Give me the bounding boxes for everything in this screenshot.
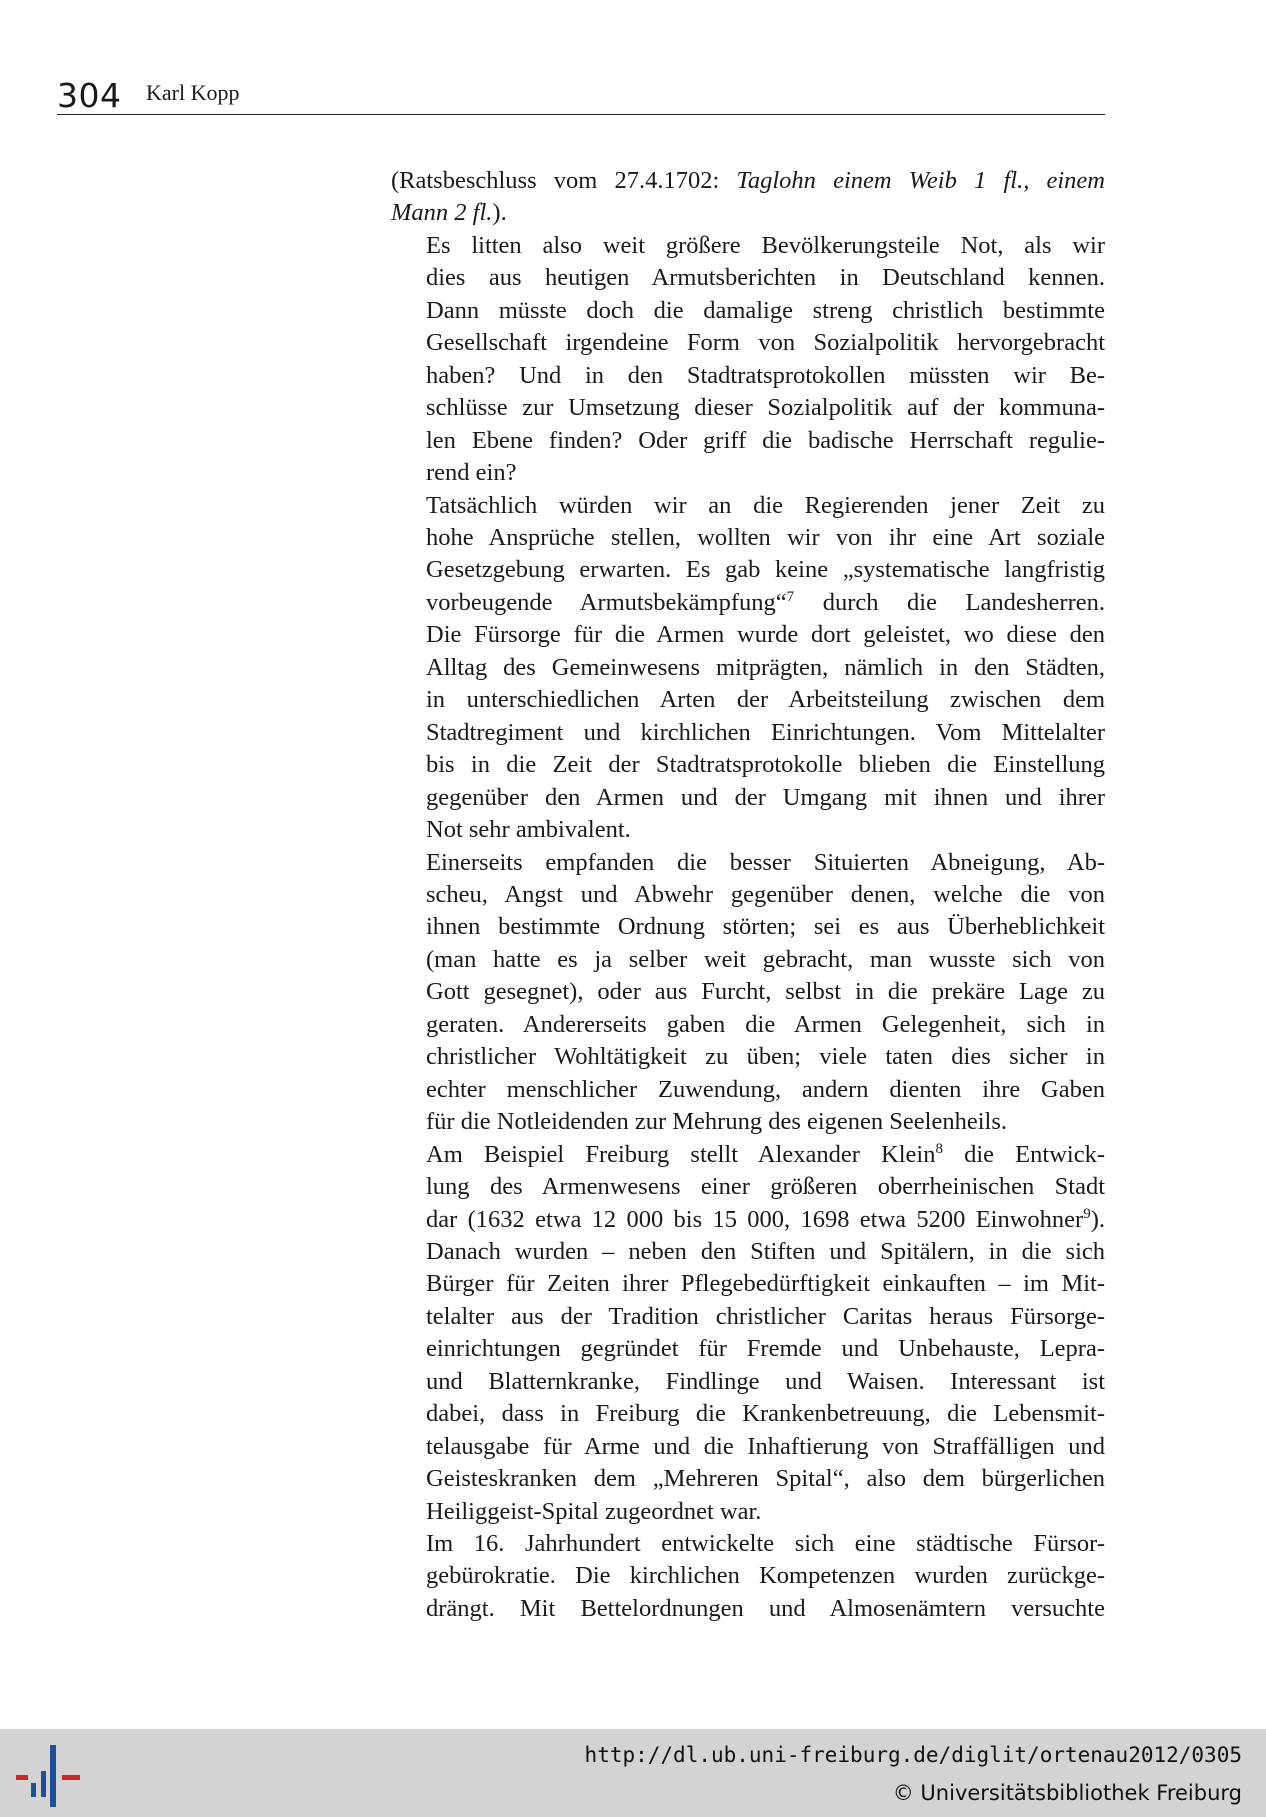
text-line: lung des Armenwesens einer größeren oberrheinischen Stadt	[426, 1173, 1105, 1201]
text-line: Bürger für Zeiten ihrer Pflegebedürftigkeit einkauften – im Mit-	[426, 1270, 1105, 1298]
text-line: dies aus heutigen Armutsberichten in Deutschland kennen.	[426, 264, 1105, 292]
text-line: und Blatternkranke, Findlinge und Waisen. Interessant ist	[426, 1367, 1105, 1395]
paragraph-2	[391, 230, 1105, 490]
footnote-marker: 9	[1083, 1205, 1091, 1222]
text-line: Es litten also weit größere Bevölkerungsteile Not, als wir	[426, 231, 1105, 259]
text-line: telalter aus der Tradition christlicher Caritas heraus Fürsorge-	[426, 1302, 1105, 1330]
text-line: Die Fürsorge für die Armen wurde dort geleistet, wo diese den	[426, 621, 1105, 649]
text-line: Not sehr ambivalent.	[426, 816, 631, 844]
text-line: gegenüber den Armen und der Umgang mit ihnen und ihrer	[426, 783, 1105, 811]
text-line: dabei, dass in Freiburg die Krankenbetreuung, die Lebensmit-	[426, 1400, 1105, 1428]
text-line: Dann müsste doch die damalige streng christlich bestimmte	[426, 296, 1105, 324]
paragraph-3	[391, 490, 1105, 847]
text-line: bis in die Zeit der Stadtratsprotokolle blieben die Einstellung	[426, 751, 1105, 779]
page-header	[57, 78, 1105, 115]
paragraph-5	[391, 1139, 1105, 1528]
footnote-marker: 7	[786, 588, 795, 605]
text-line: einrichtungen gegründet für Fremde und Unbehauste, Lepra-	[426, 1335, 1105, 1363]
paragraph-1	[391, 165, 1105, 230]
text-line: hohe Ansprüche stellen, wollten wir von ihr eine Art soziale	[426, 523, 1105, 551]
text-line: in unterschiedlichen Arten der Arbeitsteilung zwischen dem	[426, 686, 1105, 714]
text-line: drängt. Mit Bettelordnungen und Almosenämtern versuchte	[426, 1594, 1105, 1622]
text-line: schlüsse zur Umsetzung dieser Sozialpolitik auf der kommuna-	[426, 394, 1105, 422]
text-line: echter menschlicher Zuwendung, andern dienten ihre Gaben	[426, 1075, 1105, 1103]
text-line: ihnen bestimmte Ordnung störten; sei es aus Überheblichkeit	[426, 913, 1105, 941]
text-line: gebürokratie. Die kirchlichen Kompetenzen wurden zurückge-	[426, 1562, 1105, 1590]
text-line: Alltag des Gemeinwesens mitprägten, nämlich in den Städten,	[426, 653, 1105, 681]
text-line: len Ebene finden? Oder griff die badische Herrschaft regulie-	[426, 426, 1105, 454]
text-line: Im 16. Jahrhundert entwickelte sich eine städtische Fürsor-	[426, 1530, 1105, 1558]
text-line: vorbeugende Armutsbekämpfung“$^7$ durch die Landesherren.	[426, 588, 1105, 616]
text-line: Geisteskranken dem „Mehreren Spital“, also dem bürgerlichen	[426, 1465, 1105, 1493]
text-line: telausgabe für Arme und die Inhaftierung von Straffälligen und	[426, 1432, 1105, 1460]
text-line: Mann 2 fl.).	[391, 199, 507, 227]
running-head: Karl Kopp	[146, 80, 240, 105]
text-line: Am Beispiel Freiburg stellt Alexander Klein$^8$ die Entwick-	[426, 1140, 1105, 1168]
footnote-marker: 8	[935, 1140, 943, 1157]
text-line: Gesetzgebung erwarten. Es gab keine „systematische langfristig	[426, 556, 1105, 584]
text-line: Danach wurden – neben den Stiften und Spitälern, in die sich	[426, 1237, 1105, 1265]
page-number: 304	[57, 76, 122, 115]
copyright-notice: © Universitätsbibliothek Freiburg	[892, 1781, 1242, 1805]
footer-bar	[0, 1729, 1266, 1817]
text-line: dar (1632 etwa 12 000 bis 15 000, 1698 etwa 5200 Einwohner$^9$).	[426, 1205, 1105, 1233]
ub-freiburg-logo-icon	[12, 1741, 84, 1811]
text-line: Einerseits empfanden die besser Situierten Abneigung, Ab-	[426, 848, 1105, 876]
text-line: Gesellschaft irgendeine Form von Sozialpolitik hervorgebracht	[426, 329, 1105, 357]
text-line: haben? Und in den Stadtratsprotokollen müssten wir Be-	[426, 361, 1105, 389]
text-line: Tatsächlich würden wir an die Regierenden jener Zeit zu	[426, 491, 1105, 519]
text-line: christlicher Wohltätigkeit zu üben; viele taten dies sicher in	[426, 1043, 1105, 1071]
text-line: Gott gesegnet), oder aus Furcht, selbst in die prekäre Lage zu	[426, 978, 1105, 1006]
text-line: für die Notleidenden zur Mehrung des eigenen Seelenheils.	[426, 1108, 1008, 1136]
paragraph-6	[391, 1528, 1105, 1625]
source-url-link[interactable]: http://dl.ub.uni-freiburg.de/diglit/ortenau2012/0305	[584, 1743, 1242, 1767]
paragraph-4	[391, 847, 1105, 1139]
text-line: (Ratsbeschluss vom 27.4.1702: Taglohn einem Weib 1 fl., einem	[391, 167, 1105, 194]
text-line: Stadtregiment und kirchlichen Einrichtungen. Vom Mittelalter	[426, 718, 1105, 746]
text-line: geraten. Andererseits gaben die Armen Gelegenheit, sich in	[426, 1010, 1105, 1038]
text-line: Heiliggeist-Spital zugeordnet war.	[426, 1497, 762, 1525]
text-line: scheu, Angst und Abwehr gegenüber denen, welche die von	[426, 880, 1105, 908]
body-text	[391, 165, 1105, 1625]
text-line: rend ein?	[426, 459, 517, 487]
text-line: (man hatte es ja selber weit gebracht, man wusste sich von	[426, 945, 1105, 973]
